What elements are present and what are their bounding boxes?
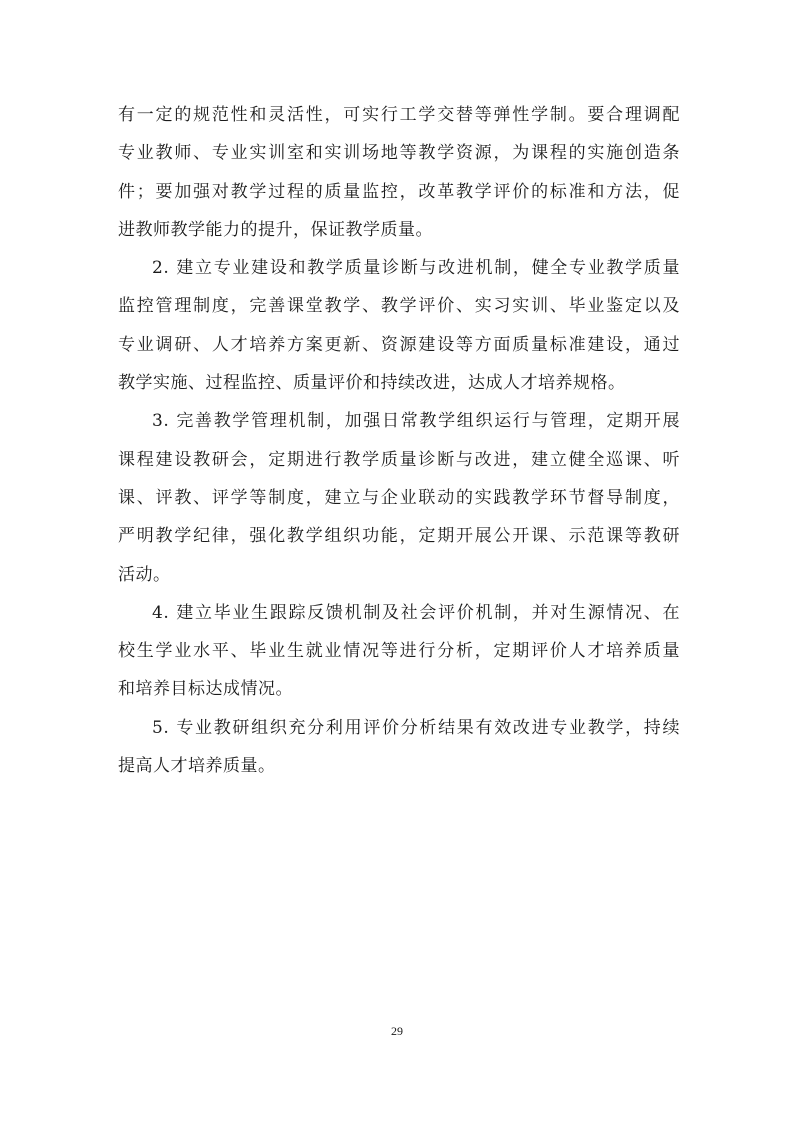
text-line: 监控管理制度，完善课堂教学、教学评价、实习实训、毕业鉴定以及 <box>118 296 680 317</box>
paragraph-item-4 <box>118 594 680 709</box>
text-line: 专业教师、专业实训室和实训场地等教学资源，为课程的实施创造条 <box>118 143 680 164</box>
paragraph-continuation <box>118 96 680 249</box>
text-line: 教学实施、过程监控、质量评价和持续改进，达成人才培养规格。 <box>118 373 626 394</box>
text-line: 进教师教学能力的提升，保证教学质量。 <box>118 219 433 240</box>
text-line: 和培养目标达成情况。 <box>118 679 293 700</box>
text-line: 件；要加强对教学过程的质量监控，改革教学评价的标准和方法，促 <box>118 181 680 202</box>
text-line: 专业调研、人才培养方案更新、资源建设等方面质量标准建设，通过 <box>118 334 680 355</box>
text-line: 校生学业水平、毕业生就业情况等进行分析，定期评价人才培养质量 <box>118 641 680 662</box>
body-text <box>118 96 680 785</box>
text-line: 2. 建立专业建设和教学质量诊断与改进机制，健全专业教学质量 <box>152 258 680 279</box>
text-line: 5. 专业教研组织充分利用评价分析结果有效改进专业教学，持续 <box>152 717 680 738</box>
text-line: 课程建设教研会，定期进行教学质量诊断与改进，建立健全巡课、听 <box>118 449 680 470</box>
text-line: 提高人才培养质量。 <box>118 756 276 777</box>
paragraph-item-3 <box>118 402 680 593</box>
text-line: 课、评教、评学等制度，建立与企业联动的实践教学环节督导制度， <box>118 487 680 508</box>
page-number: 29 <box>391 1024 403 1038</box>
text-line: 4. 建立毕业生跟踪反馈机制及社会评价机制，并对生源情况、在 <box>152 602 680 623</box>
text-line: 活动。 <box>118 564 171 585</box>
text-line: 严明教学纪律，强化教学组织功能，定期开展公开课、示范课等教研 <box>118 526 680 547</box>
text-line: 有一定的规范性和灵活性，可实行工学交替等弹性学制。要合理调配 <box>118 105 680 125</box>
text-line: 3. 完善教学管理机制，加强日常教学组织运行与管理，定期开展 <box>152 411 680 432</box>
paragraph-item-2 <box>118 249 680 402</box>
paragraph-item-5 <box>118 709 680 786</box>
